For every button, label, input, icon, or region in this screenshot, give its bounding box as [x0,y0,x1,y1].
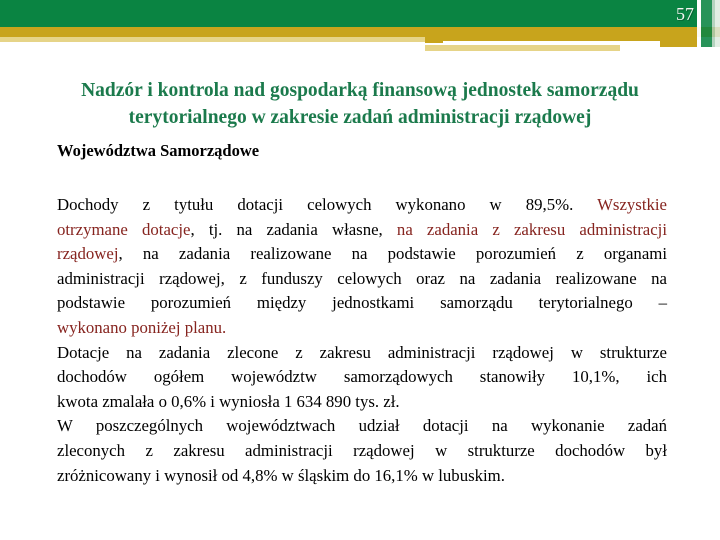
strip-pale-green [715,0,720,47]
text-segment: Dotacje na zadania zlecone z zakresu administracji rządowej w strukturze [57,342,667,362]
text-line [57,341,667,366]
text-segment: Dochody z tytułu dotacji celowych wykonano w 89,5%. [57,195,598,214]
left-light-gold-strip [0,37,430,42]
text-line [57,242,667,267]
text-line [57,365,667,390]
gold-band-decoration [0,27,720,37]
accent-text-segment: wykonano poniżej planu. [57,317,227,337]
accent-text-segment: Wszystkie [597,195,667,214]
white-strip-decoration [443,41,660,45]
text-line [57,267,667,292]
text-line [57,390,667,415]
body-text [57,193,667,488]
slide-title-line-2: terytorialnego w zakresie zadań administracji rządowej [128,106,592,128]
accent-text-segment: otrzymane dotacje [57,219,191,239]
strip-green [701,0,712,47]
text-segment: dochodów ogółem województw samorządowych stanowiły 10,1%, ich [57,367,667,387]
text-segment: podstawie porozumień między jednostkami samorządu terytorialnego – [57,293,667,313]
text-segment: W poszczególnych województwach udział dotacji na wykonanie zadań [57,416,667,436]
slide-number: 57 [676,4,694,24]
text-line [57,291,667,316]
text-segment: , na zadania realizowane na podstawie porozumień z organami [118,244,667,264]
slide-title [32,78,688,131]
accent-text-segment: na zadania z zakresu administracji [396,219,668,239]
slide-subtitle: Województwa Samorządowe [57,141,260,160]
text-segment: kwota zmalała o 0,6% i wyniosła 1 634 890 tys. zł. [57,391,400,411]
slide-title-line-1: Nadzór i kontrola nad gospodarką finansową jednostek samorządu [81,80,639,101]
text-segment: zleconych z zakresu administracji rządowej w strukturze dochodów był [57,440,667,460]
text-segment: zróżnicowany i wynosił od 4,8% w śląskim do 16,1% w lubuskim. [57,465,505,485]
corner-vertical-strips [697,0,720,47]
text-line [57,464,667,489]
text-line [57,439,667,464]
green-header-bar [0,0,697,27]
right-gold-tail-decoration [660,37,697,47]
text-line [57,414,667,439]
right-light-gold-step [425,45,620,51]
text-segment: administracji rządowej, z funduszy celowych oraz na zadania realizowane na [57,268,667,288]
accent-text-segment: rządowej [57,244,119,264]
text-line [57,193,667,218]
text-segment: , tj. na zadania własne, [190,219,397,239]
text-line [57,218,667,243]
text-line [57,316,667,341]
